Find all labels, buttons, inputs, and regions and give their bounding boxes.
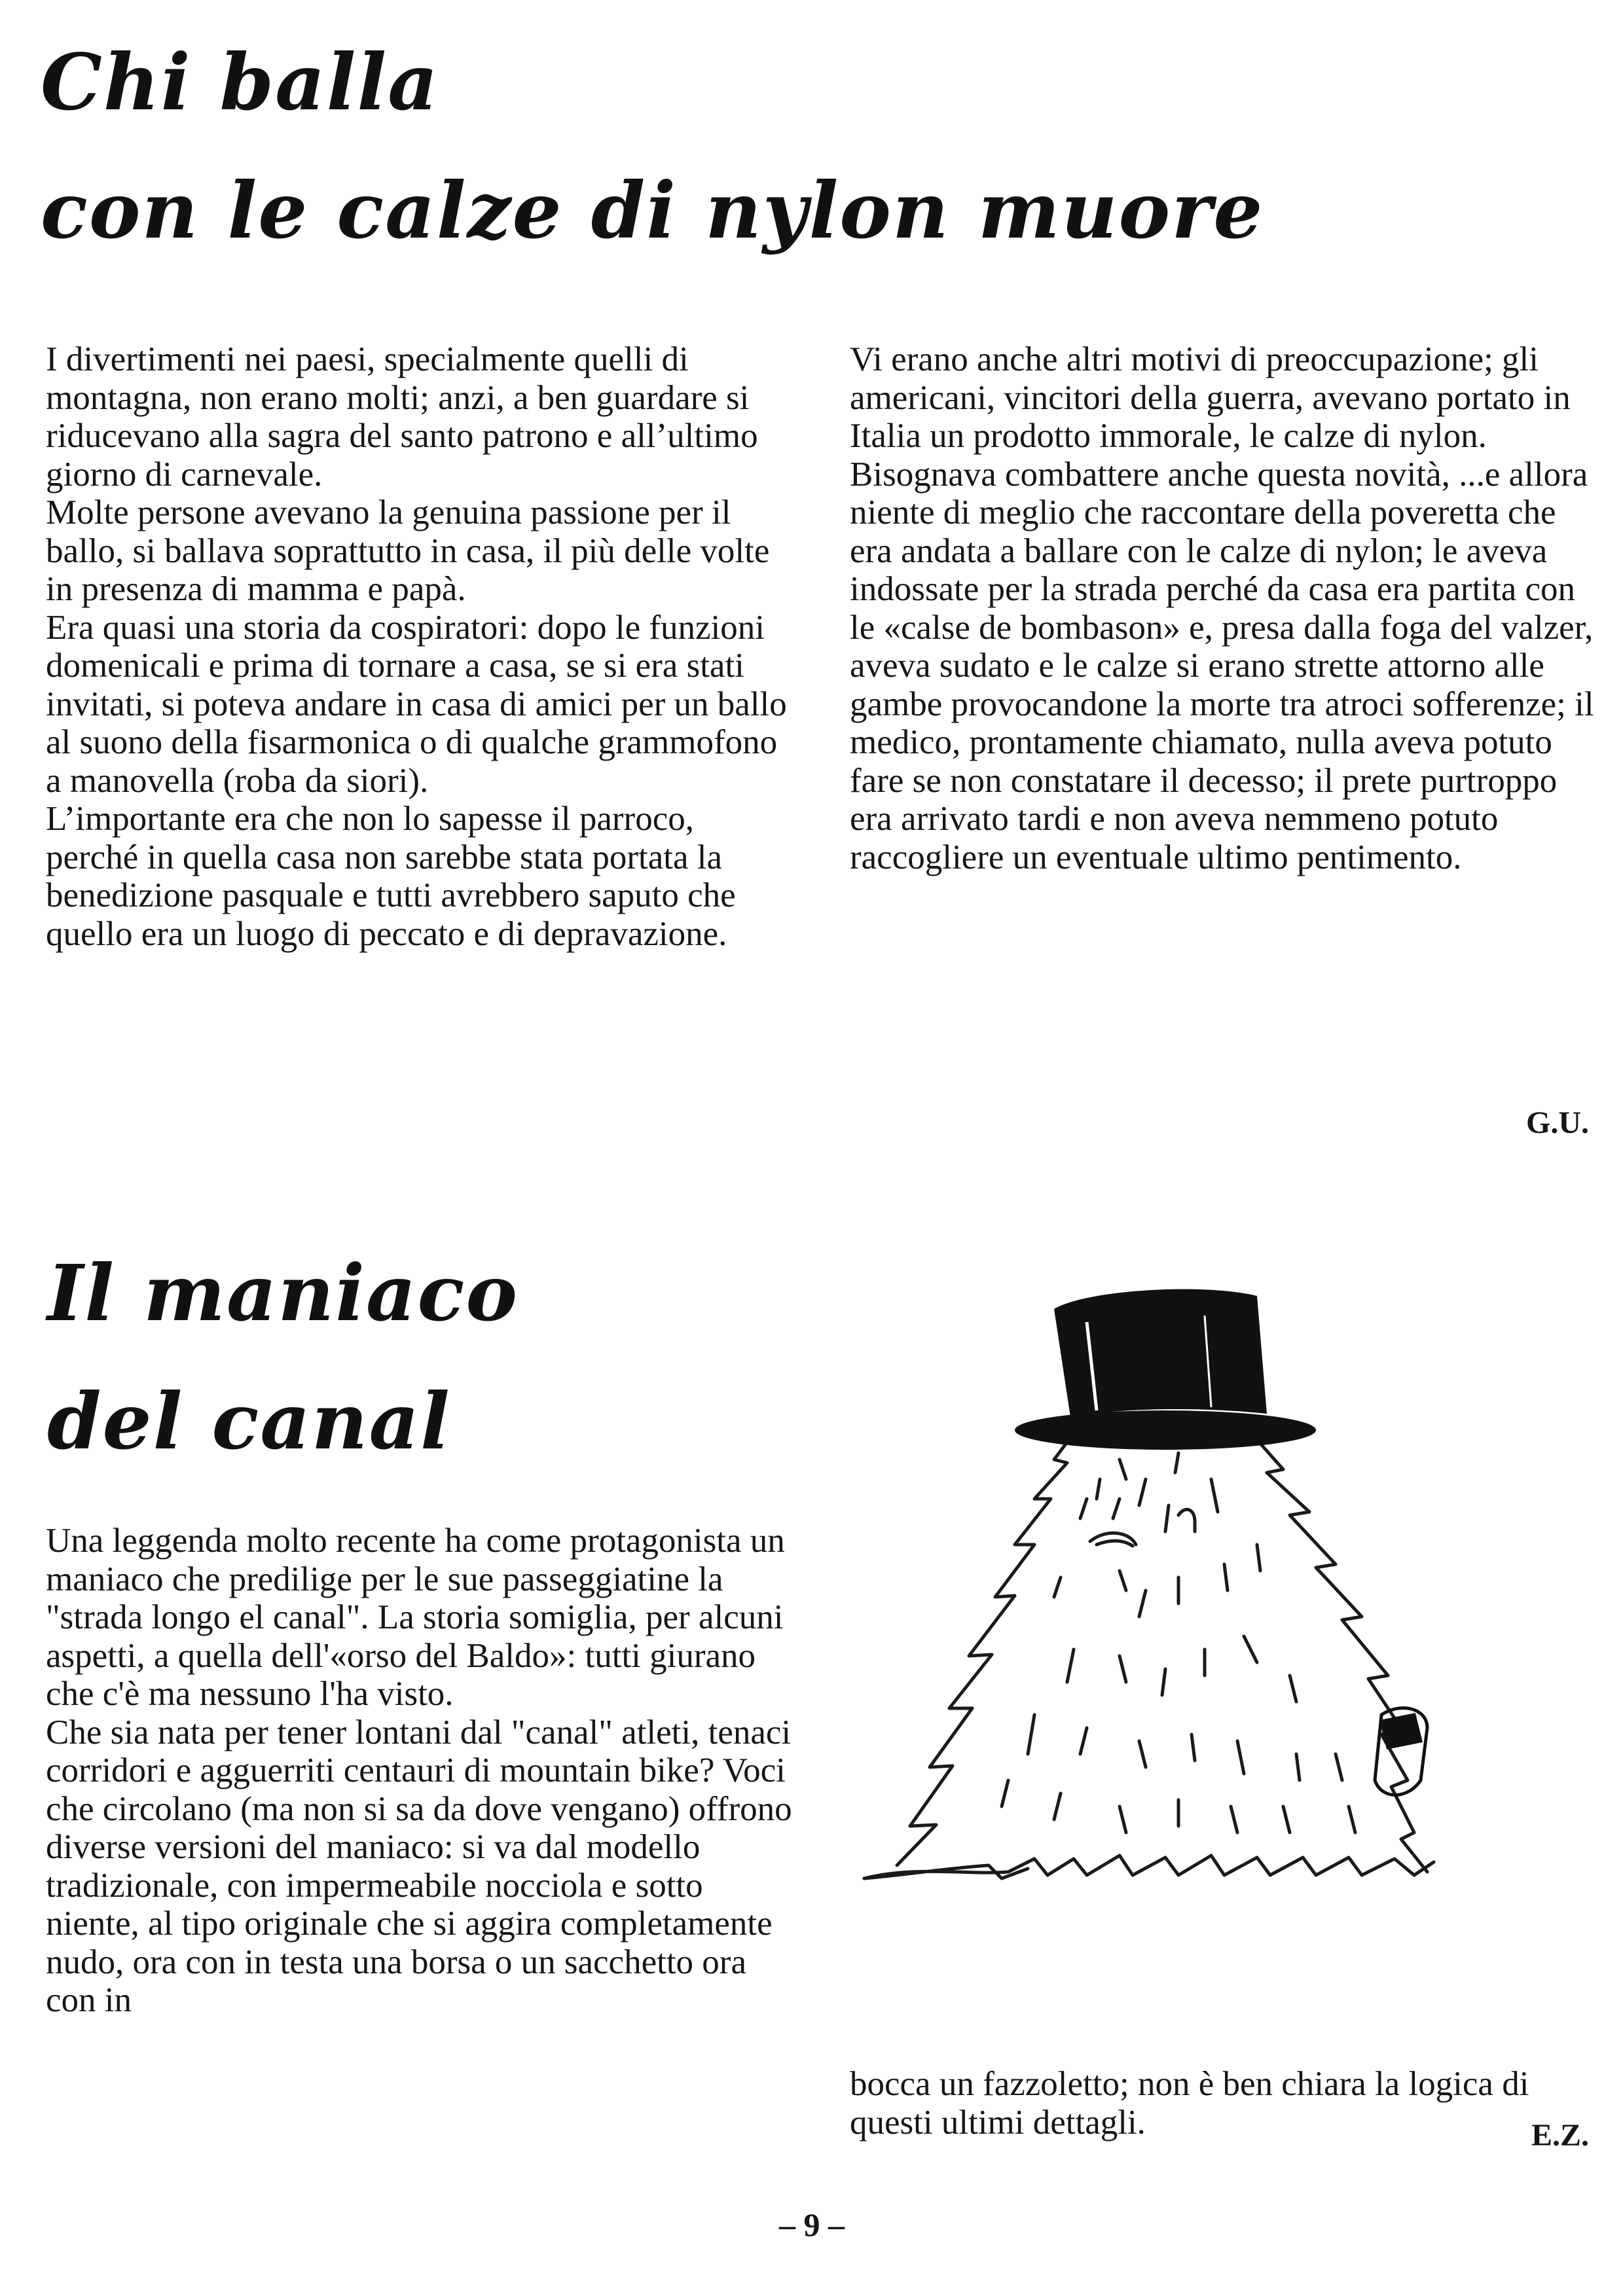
- paragraph: Era quasi una storia da cospiratori: dopo le funzioni domenicali e prima di tornare a casa, se si era stati invitati, si poteva andare in casa di amici per un ballo al suono della fisarmonica o di qualche grammofono a manovella (roba da siori).: [46, 608, 787, 800]
- title-line-1: Chi balla: [41, 37, 439, 128]
- title-line-1: Il maniaco: [47, 1247, 519, 1338]
- paragraph: Bisognava combattere anche questa novità, ...e allora niente di meglio che raccontare della poveretta che era andata a ballare con le calze di nylon; le aveva indossate per la strada perché da casa era partita con le «calse de bombason» e, presa dalla foga del valzer, aveva sudato e le calze si erano strette attorno alle gambe provocandone la morte tra atroci sofferenze; il medico, prontamente chiamato, nulla aveva potuto fare se non constatare il decesso; il prete purtroppo era arrivato tardi e non aveva nemmeno potuto raccogliere un eventuale ultimo pentimento.: [850, 455, 1594, 876]
- title-line-2: con le calze di nylon muore: [41, 165, 1264, 256]
- paragraph: Che sia nata per tener lontani dal "canal" atleti, tenaci corridori e agguerriti centauri di mountain bike? Voci che circolano (ma non si sa da dove vengano) offrono diverse versioni del maniaco: si va dal modello tradizionale, con impermeabile nocciola e sotto niente, al tipo originale che si aggira completamente nudo, ora con in testa una borsa o un sacchetto ora con in: [46, 1713, 792, 2019]
- article1-column-right: [850, 340, 1596, 876]
- paragraph: Una leggenda molto recente ha come protagonista un maniaco che predilige per le sue passeggiatine la "strada longo el canal". La storia somiglia, per alcuni aspetti, a quella dell'«orso del Baldo»: tutti giurano che c'è ma nessuno l'ha visto.: [46, 1522, 785, 1713]
- paragraph: Molte persone avevano la genuina passione per il ballo, si ballava soprattutto in casa, il più delle volte in presenza di mamma e papà.: [46, 493, 770, 608]
- article1-column-left: [46, 340, 792, 953]
- article-title-nylon: [41, 18, 1546, 275]
- paragraph: I divertimenti nei paesi, specialmente quelli di montagna, non erano molti; anzi, a ben guardare si riducevano alla sagra del santo patrono e all’ultimo giorno di carnevale.: [46, 340, 758, 493]
- paragraph: Vi erano anche altri motivi di preoccupazione; gli americani, vincitori della guerra, avevano portato in Italia un prodotto immorale, le calze di nylon.: [850, 340, 1571, 455]
- article-title-maniaco: [47, 1229, 767, 1486]
- hairy-maniac-illustration: [838, 1283, 1591, 1970]
- top-hat: [1015, 1289, 1316, 1450]
- author-signature-ez: E.Z.: [1531, 2118, 1589, 2153]
- page-number: – 9 –: [779, 2206, 845, 2243]
- body-bottom: [864, 1856, 1434, 1878]
- title-line-2: del canal: [47, 1376, 451, 1467]
- paragraph: L’importante era che non lo sapesse il parroco, perché in quella casa non sarebbe stata portata la benedizione pasquale e tutti avrebbero saputo che quello era un luogo di peccato e di depravazione.: [46, 800, 736, 953]
- paragraph: bocca un fazzoletto; non è ben chiara la logica di questi ultimi dettagli.: [850, 2065, 1529, 2142]
- article2-column-left: [46, 1522, 792, 2020]
- article2-column-right: [850, 2065, 1596, 2142]
- author-signature-gu: G.U.: [1526, 1105, 1589, 1140]
